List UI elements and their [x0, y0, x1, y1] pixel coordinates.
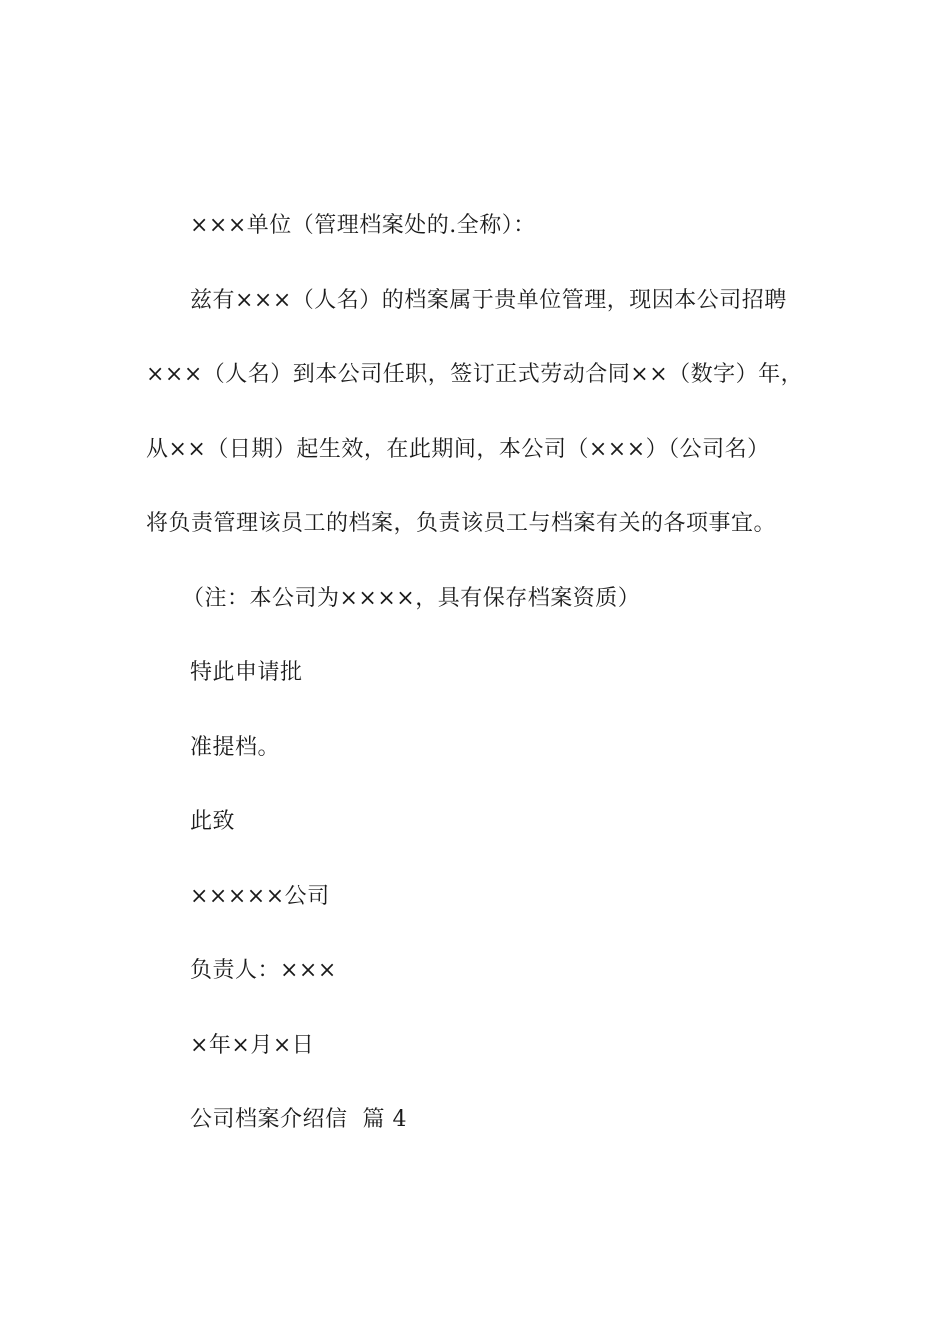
section-title: 公司档案介绍信 篇 4: [190, 1107, 407, 1132]
request-text: 准提档。: [190, 735, 281, 760]
body-paragraph-line: 将负责管理该员工的档案，负责该员工与档案有关的各项事宜。: [146, 511, 777, 536]
body-paragraph-line: 从××（日期）起生效，在此期间，本公司（×××）（公司名）: [146, 437, 770, 462]
letter-date: ×年×月×日: [190, 1033, 315, 1058]
closing-text: 此致: [190, 809, 236, 834]
request-text: 特此申请批: [190, 660, 303, 685]
salutation: ×××单位（管理档案处的.全称）：: [190, 213, 536, 238]
responsible-person: 负责人：×××: [190, 958, 337, 983]
body-paragraph-line: ×××（人名）到本公司任职，签订正式劳动合同××（数字）年，: [146, 362, 804, 387]
company-name: ×××××公司: [190, 884, 330, 909]
body-paragraph-line: 兹有×××（人名）的档案属于贵单位管理，现因本公司招聘: [190, 288, 787, 313]
note-text: （注：本公司为××××，具有保存档案资质）: [182, 586, 641, 611]
